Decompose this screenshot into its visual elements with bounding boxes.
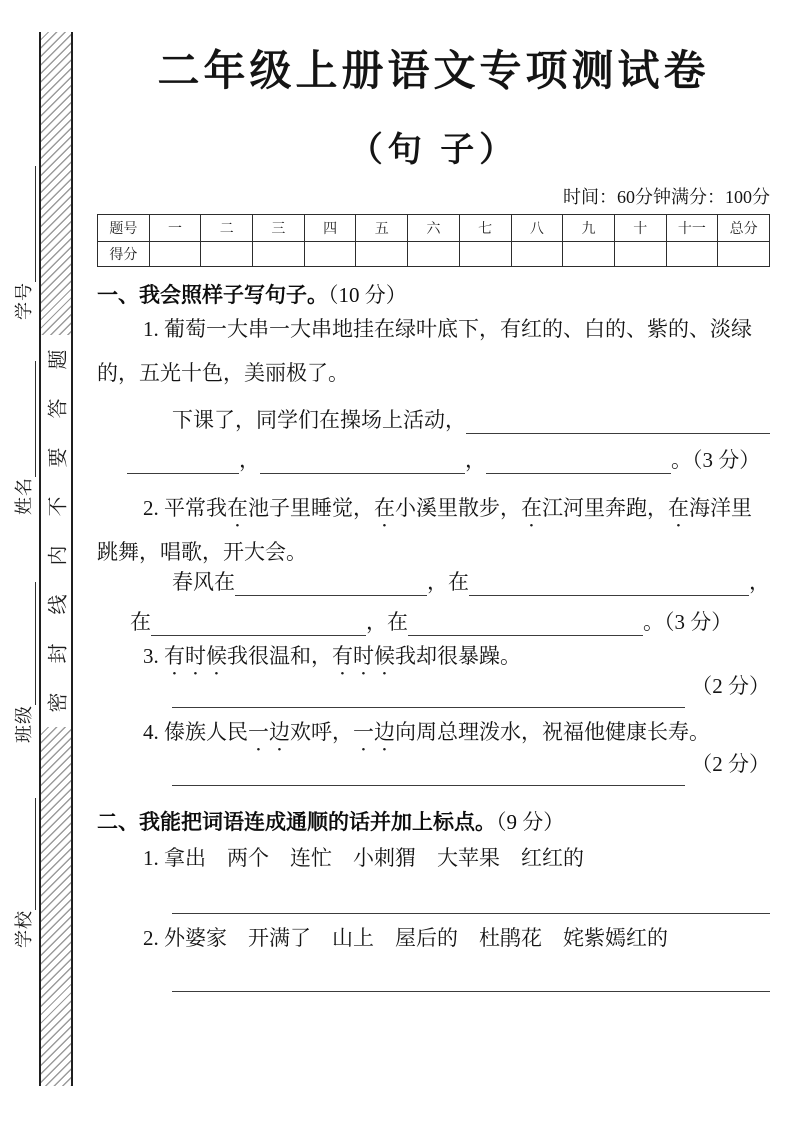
s1-q4-text xyxy=(97,710,770,756)
seal-line-character: 内 xyxy=(47,545,70,566)
student-id-blank[interactable] xyxy=(33,166,36,282)
emphasized-text: 在 xyxy=(668,496,689,520)
seal-line-text xyxy=(41,335,71,727)
score-cell[interactable] xyxy=(304,242,356,267)
school-label: 学校 xyxy=(14,910,34,948)
s1-q1-fill-row1 xyxy=(97,404,770,434)
score-cell[interactable] xyxy=(253,242,305,267)
class-label: 班级 xyxy=(14,705,34,743)
question-number-cell: 二 xyxy=(201,215,253,242)
plain-text: 跳舞，唱歌，开大会。 xyxy=(97,540,307,564)
answer-blank[interactable] xyxy=(260,471,465,474)
hatch-pattern-top xyxy=(41,32,71,335)
s1-q2-line1 xyxy=(97,486,770,532)
s2-q2-answer-row xyxy=(97,960,770,992)
plain-text: 小溪里散步， xyxy=(395,496,521,520)
plain-text: 4. 傣族人民 xyxy=(143,720,248,744)
s1-q4-answer-row xyxy=(97,754,770,786)
time-and-score-info: 时间：60分钟满分：100分 xyxy=(563,187,770,207)
s1-q3-score: （2 分） xyxy=(691,674,770,698)
question-number-cell: 四 xyxy=(304,215,356,242)
plain-text: 海洋里 xyxy=(689,496,752,520)
s2-q1-words: 1. 拿出 两个 连忙 小刺猬 大苹果 红红的 xyxy=(143,846,584,870)
plain-text: 江河里奔跑， xyxy=(542,496,668,520)
comma: ， xyxy=(239,448,260,472)
score-cell[interactable] xyxy=(149,242,201,267)
emphasized-text: 在 xyxy=(227,496,248,520)
paper-content xyxy=(97,0,770,1122)
s1-q4-score: （2 分） xyxy=(691,752,770,776)
question-number-label: 题号 xyxy=(98,215,150,242)
question-number-cell: 十一 xyxy=(666,215,718,242)
score-cell[interactable] xyxy=(666,242,718,267)
seal-line-character: 线 xyxy=(47,594,70,615)
plain-text: 3. xyxy=(143,644,164,668)
s1-q2-score: 。（3 分） xyxy=(643,610,733,634)
plain-text: 池子里睡觉， xyxy=(248,496,374,520)
s1-q1-score: 。（3 分） xyxy=(671,448,761,472)
section2-heading-text: 二、我能把词语连成通顺的话并加上标点。 xyxy=(97,811,496,834)
plain-text: 向周总理泼水，祝福他健康长寿。 xyxy=(395,720,710,744)
s1-q3-answer-row xyxy=(97,676,770,708)
score-table-header-row xyxy=(98,215,770,242)
score-cell[interactable] xyxy=(563,242,615,267)
seal-line-column xyxy=(39,32,73,1086)
answer-blank[interactable] xyxy=(172,783,685,786)
s1-q1-prompt: 下课了，同学们在操场上活动， xyxy=(172,408,466,432)
question-number-cell: 七 xyxy=(459,215,511,242)
question-number-cell: 六 xyxy=(408,215,460,242)
s1-q3-text xyxy=(97,634,770,680)
s1-q2-lead: 春风在 xyxy=(172,570,235,594)
plain-text: 欢呼， xyxy=(290,720,353,744)
score-cell[interactable] xyxy=(718,242,770,267)
section1-heading xyxy=(97,279,770,309)
s1-q1-line1: 1. 葡萄一大串一大串地挂在绿叶底下，有红的、白的、紫的、淡绿 xyxy=(143,317,752,341)
question-number-cell: 八 xyxy=(511,215,563,242)
question-number-cell: 总分 xyxy=(718,215,770,242)
section1-heading-score: （10 分） xyxy=(328,283,407,307)
comma: ， xyxy=(465,448,486,472)
score-row-label: 得分 xyxy=(98,242,150,267)
seal-line-character: 要 xyxy=(47,447,70,468)
name-field xyxy=(4,350,36,515)
question-number-cell: 三 xyxy=(253,215,305,242)
school-field xyxy=(4,787,36,948)
emphasized-text: 有时候 xyxy=(164,644,227,668)
s2-q2-words: 2. 外婆家 开满了 山上 屋后的 杜鹃花 姹紫嫣红的 xyxy=(143,926,668,950)
section2-heading-score: （9 分） xyxy=(496,810,565,834)
seal-line-character: 答 xyxy=(47,398,70,419)
seal-line-character: 封 xyxy=(47,643,70,664)
plain-text: 我很温和， xyxy=(227,644,332,668)
section1-heading-text: 一、我会照样子写句子。 xyxy=(97,284,328,307)
s1-q2-lead2: 在 xyxy=(130,610,151,634)
emphasized-text: 在 xyxy=(374,496,395,520)
s2-q1-answer-row xyxy=(97,882,770,914)
name-label: 姓名 xyxy=(14,477,34,515)
s1-q2-mid: ，在 xyxy=(427,570,469,594)
score-cell[interactable] xyxy=(459,242,511,267)
s1-q2-mid2: ，在 xyxy=(366,610,408,634)
answer-blank[interactable] xyxy=(172,989,770,992)
student-id-label: 学号 xyxy=(14,282,34,320)
seal-line-character: 不 xyxy=(47,496,70,517)
comma: ， xyxy=(749,570,770,594)
score-cell[interactable] xyxy=(511,242,563,267)
student-id-field xyxy=(4,155,36,320)
s1-q1-fill-row2 xyxy=(97,444,770,474)
answer-blank[interactable] xyxy=(235,593,427,596)
seal-line-character: 题 xyxy=(47,349,70,370)
question-number-cell: 一 xyxy=(149,215,201,242)
score-cell[interactable] xyxy=(408,242,460,267)
score-cell[interactable] xyxy=(201,242,253,267)
section2-heading xyxy=(97,806,770,836)
score-table-score-row xyxy=(98,242,770,267)
emphasized-text: 有时候 xyxy=(332,644,395,668)
emphasized-text: 在 xyxy=(521,496,542,520)
answer-blank[interactable] xyxy=(486,471,671,474)
emphasized-text: 一边 xyxy=(248,720,290,744)
emphasized-text: 一边 xyxy=(353,720,395,744)
s1-q2-fill-row1 xyxy=(97,566,770,596)
score-table xyxy=(97,214,770,267)
plain-text: 2. 平常我 xyxy=(143,496,227,520)
answer-blank[interactable] xyxy=(172,705,685,708)
plain-text: 我却很暴躁。 xyxy=(395,644,521,668)
answer-blank[interactable] xyxy=(127,471,239,474)
answer-blank[interactable] xyxy=(469,593,749,596)
score-cell[interactable] xyxy=(356,242,408,267)
answer-blank[interactable] xyxy=(466,431,770,434)
question-number-cell: 五 xyxy=(356,215,408,242)
seal-line-character: 密 xyxy=(47,692,70,713)
question-number-cell: 九 xyxy=(563,215,615,242)
question-number-cell: 十 xyxy=(614,215,666,242)
school-blank[interactable] xyxy=(33,798,36,910)
hatch-pattern-bottom xyxy=(41,727,71,1086)
s1-q2-fill-row2 xyxy=(97,606,770,636)
s1-q1-line2: 的，五光十色，美丽极了。 xyxy=(97,361,349,385)
score-cell[interactable] xyxy=(614,242,666,267)
paper-subtitle: （句 子） xyxy=(348,132,519,169)
paper-title: 二年级上册语文专项测试卷 xyxy=(157,49,710,95)
answer-blank[interactable] xyxy=(172,911,770,914)
